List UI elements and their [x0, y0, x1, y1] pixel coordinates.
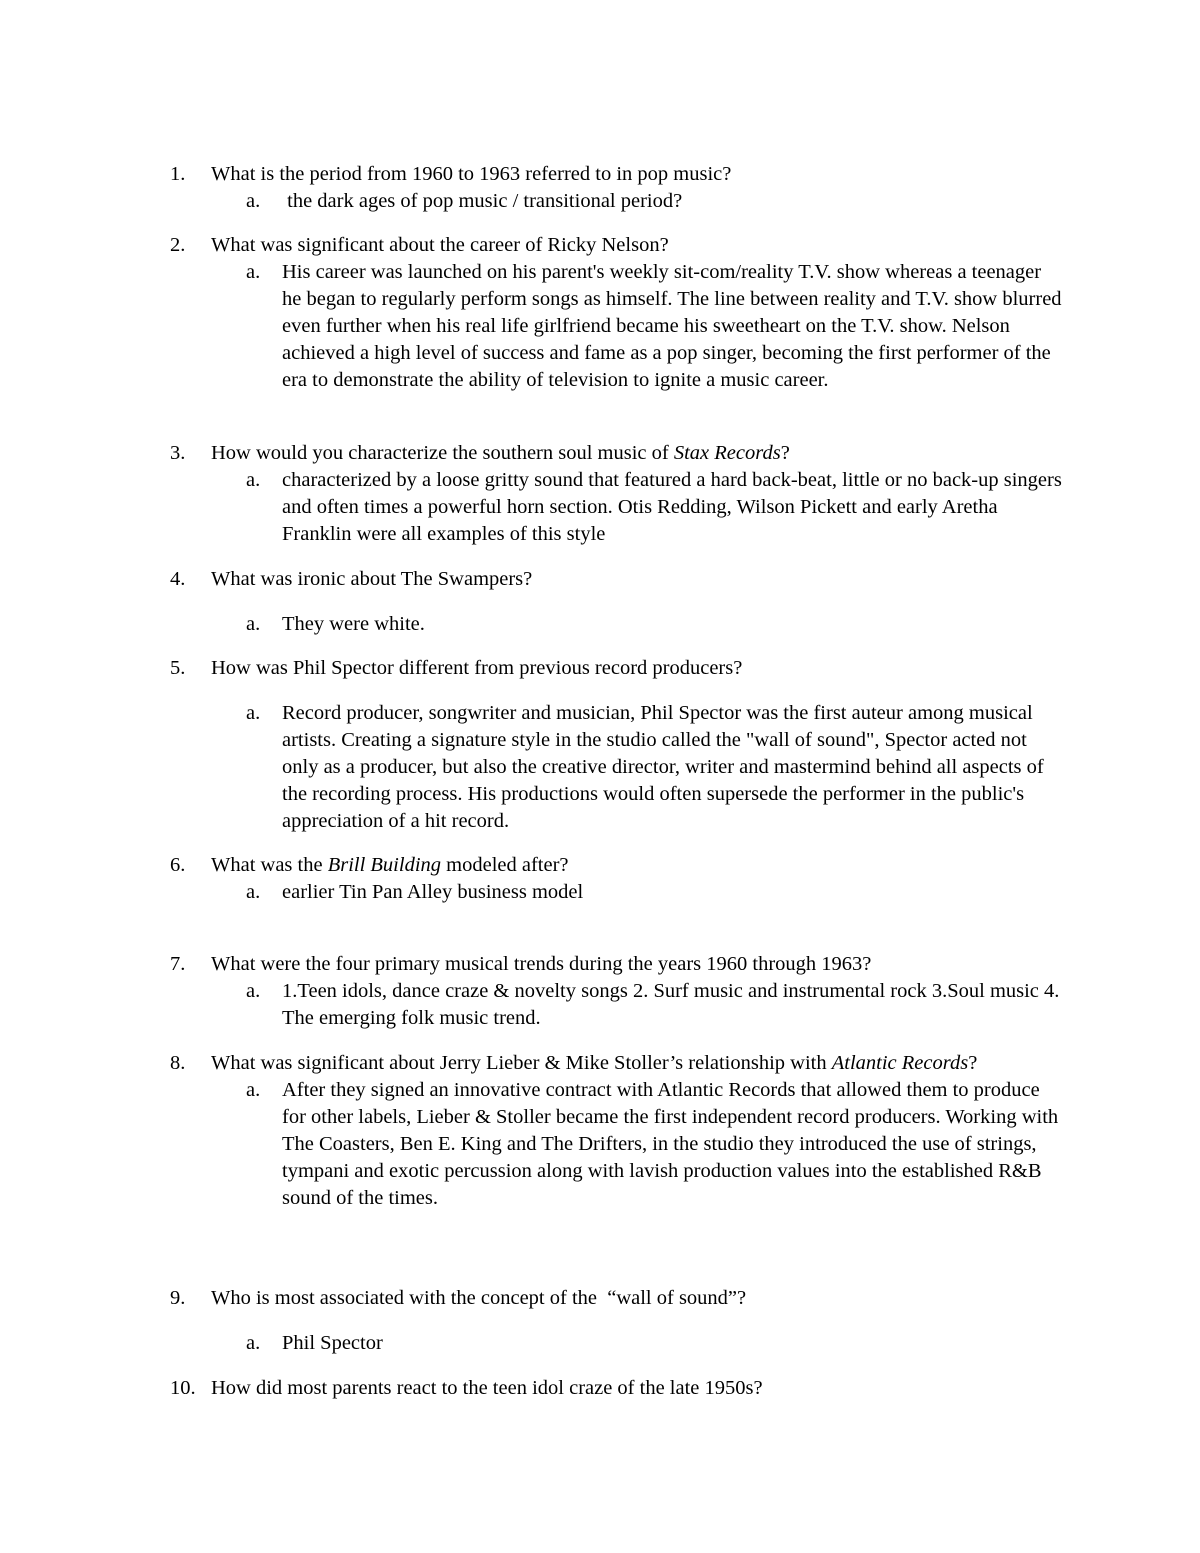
question-number: 5.	[170, 657, 186, 679]
question-text: How did most parents react to the teen idol craze of the late 1950s?	[211, 1377, 763, 1399]
question-italic-title: Brill Building	[327, 854, 442, 876]
question-text-part: What was the	[211, 854, 328, 876]
answer-4	[246, 611, 1062, 638]
question-number: 3.	[170, 442, 186, 464]
question-text: What were the four primary musical trends during the years 1960 through 1963?	[211, 953, 872, 975]
question-3	[170, 440, 1070, 548]
answer-text: His career was launched on his parent's weekly sit-com/reality T.V. show whereas a teenager he began to regularly perform songs as himself. The line between reality and T.V. show blurred even further when his real life girlfriend became his sweetheart on the T.V. show. Nelson achieved a high level of success and fame as a pop singer, becoming the first performer of the era to demonstrate the ability of television to ignite a music career.	[282, 261, 1062, 391]
answer-label: a.	[246, 1332, 261, 1354]
answer-text: After they signed an innovative contract with Atlantic Records that allowed them to produce for other labels, Lieber & Stoller became the first independent record producers. Working with The Coasters, Ben E. King and The Drifters, in the studio they introduced the use of strings, tympani and exotic percussion along with lavish production values into the established R&B sound of the times.	[282, 1079, 1059, 1209]
question-9	[170, 1285, 1070, 1357]
question-1	[170, 161, 1070, 215]
question-text-part: ?	[780, 442, 790, 464]
question-text: What was ironic about The Swampers?	[211, 568, 533, 590]
answer-text: earlier Tin Pan Alley business model	[282, 881, 584, 903]
question-2	[170, 232, 1070, 394]
question-number: 9.	[170, 1287, 186, 1309]
answer-9	[246, 1330, 1062, 1357]
answer-label: a.	[246, 980, 261, 1002]
answer-6	[246, 879, 1062, 906]
question-number: 10.	[170, 1377, 196, 1399]
question-7	[170, 951, 1070, 1032]
answer-text: 1.Teen idols, dance craze & novelty songs 2. Surf music and instrumental rock 3.Soul music 4. The emerging folk music trend.	[282, 980, 1060, 1029]
answer-1	[246, 188, 1062, 215]
answer-3	[246, 467, 1062, 548]
question-italic-title: Atlantic Records	[831, 1052, 969, 1074]
question-5	[170, 655, 1070, 835]
question-number: 7.	[170, 953, 186, 975]
question-text: Who is most associated with the concept of the “wall of sound”?	[211, 1287, 747, 1309]
question-10	[170, 1375, 1070, 1402]
answer-text: characterized by a loose gritty sound that featured a hard back-beat, little or no back-up singers and often times a powerful horn section. Otis Redding, Wilson Pickett and early Aretha Franklin were all examples of this style	[282, 469, 1062, 545]
question-6	[170, 852, 1070, 906]
question-number: 4.	[170, 568, 186, 590]
answer-7	[246, 978, 1062, 1032]
answer-label: a.	[246, 702, 261, 724]
answer-label: a.	[246, 261, 261, 283]
question-text	[211, 852, 1070, 879]
question-4	[170, 566, 1070, 638]
question-text: What is the period from 1960 to 1963 referred to in pop music?	[211, 163, 732, 185]
question-number: 2.	[170, 234, 186, 256]
answer-text: Record producer, songwriter and musician, Phil Spector was the first auteur among musical artists. Creating a signature style in the studio called the "wall of sound", Spector acted not only as a producer, but also the creative director, writer and mastermind behind all aspects of the recording process. His productions would often supersede the performer in the public's appreciation of a hit record.	[282, 702, 1044, 832]
question-text: How was Phil Spector different from previous record producers?	[211, 657, 743, 679]
answer-5	[246, 700, 1062, 835]
question-text	[211, 1050, 1011, 1077]
question-italic-title: Stax Records	[673, 442, 781, 464]
question-number: 6.	[170, 854, 186, 876]
answer-text: They were white.	[282, 613, 425, 635]
answer-label: a.	[246, 613, 261, 635]
question-text-part: What was significant about Jerry Lieber & Mike Stoller’s relationship with	[211, 1052, 832, 1074]
question-number: 8.	[170, 1052, 186, 1074]
answer-label: a.	[246, 881, 261, 903]
answer-label: a.	[246, 1079, 261, 1101]
answer-2	[246, 259, 1062, 394]
question-text-part: modeled after?	[441, 854, 569, 876]
answer-text: Phil Spector	[282, 1332, 383, 1354]
answer-8	[246, 1077, 1062, 1212]
answer-text: the dark ages of pop music / transitional period?	[282, 190, 683, 212]
question-8	[170, 1050, 1070, 1212]
answer-label: a.	[246, 469, 261, 491]
question-text	[211, 440, 1070, 467]
question-number: 1.	[170, 163, 186, 185]
question-text-part: How would you characterize the southern soul music of	[211, 442, 674, 464]
question-text: What was significant about the career of Ricky Nelson?	[211, 234, 669, 256]
answer-label: a.	[246, 190, 261, 212]
question-text-part: ?	[968, 1052, 978, 1074]
